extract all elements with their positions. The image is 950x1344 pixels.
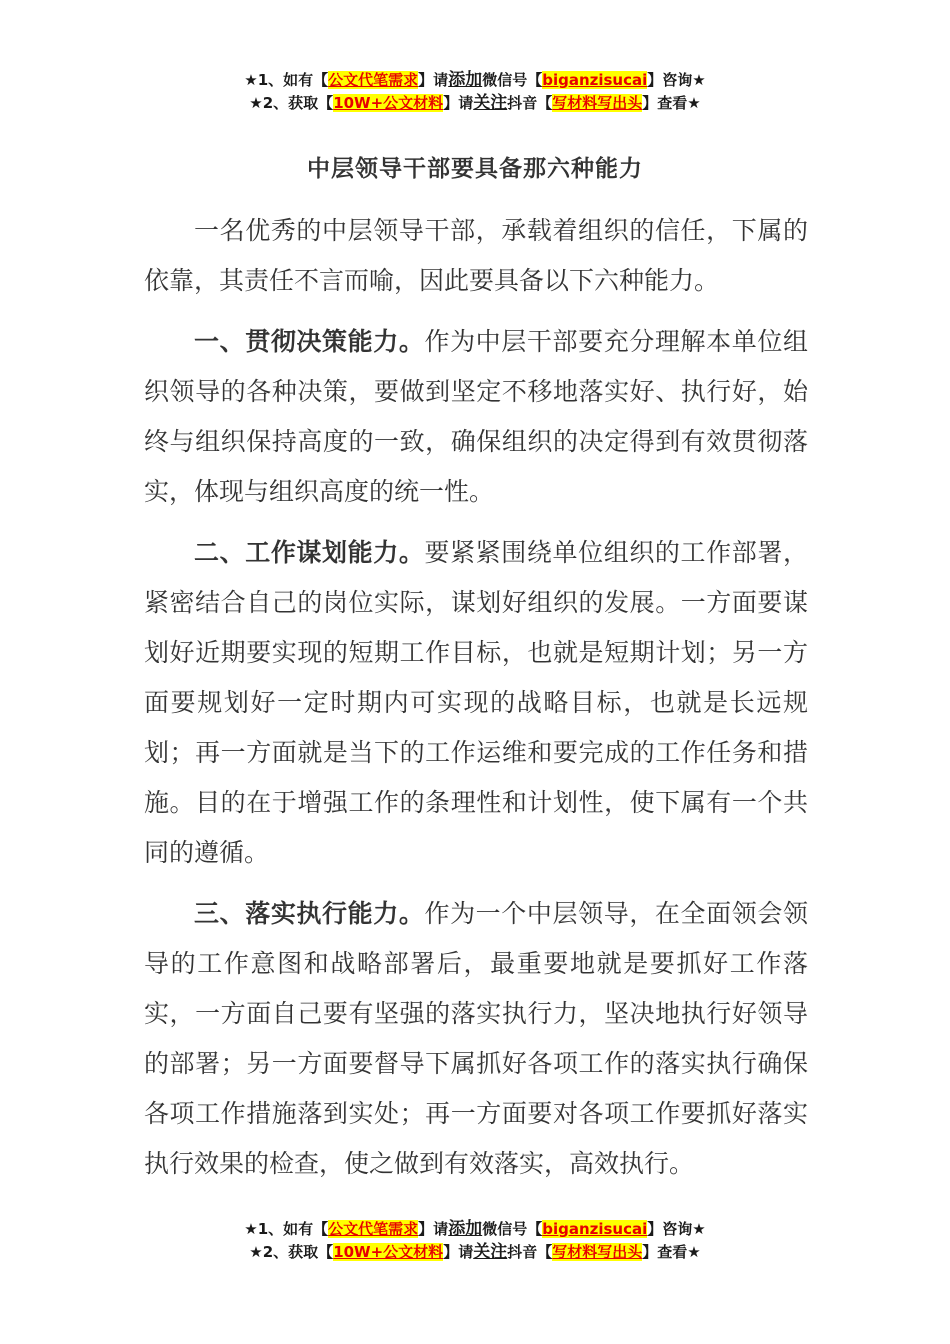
banner-emphasis: 添加 <box>448 1219 483 1239</box>
paragraph <box>144 206 808 306</box>
banner-text: 抖音【 <box>507 94 553 112</box>
banner-text: 】请 <box>443 94 474 112</box>
banner-text: 微信号【 <box>482 1220 543 1238</box>
banner-line-2 <box>0 1241 950 1264</box>
paragraph <box>144 317 808 517</box>
banner-text: ★1、如有【 <box>244 1220 329 1238</box>
banner-wechat-id: biganzisucai <box>542 71 648 89</box>
banner-emphasis: 添加 <box>448 70 483 90</box>
paragraph-text: 一名优秀的中层领导干部，承载着组织的信任，下属的依靠，其责任不言而喻，因此要具备以下六种能力。 <box>144 216 808 295</box>
banner-text: 抖音【 <box>507 1243 553 1261</box>
banner-text: ★2、获取【 <box>249 94 334 112</box>
section-heading: 三、落实执行能力。 <box>194 899 425 928</box>
banner-line-1 <box>0 1218 950 1241</box>
banner-text: 】查看★ <box>642 94 701 112</box>
paragraph <box>144 889 808 1189</box>
section-heading: 一、贯彻决策能力。 <box>194 327 425 356</box>
banner-text: 微信号【 <box>482 71 543 89</box>
paragraph-text: 作为中层干部要充分理解本单位组织领导的各种决策，要做到坚定不移地落实好、执行好，始终与组织保持高度的一致，确保组织的决定得到有效贯彻落实，体现与组织高度的统一性。 <box>144 327 808 506</box>
banner-douyin-id: 写材料写出头 <box>552 1243 643 1261</box>
banner-wechat-id: biganzisucai <box>542 1220 648 1238</box>
banner-emphasis: 关注 <box>473 93 508 113</box>
banner-highlight: 10W+公文材料 <box>333 94 444 112</box>
header-banner <box>0 69 950 115</box>
banner-text: 】请 <box>443 1243 474 1261</box>
section-heading: 二、工作谋划能力。 <box>194 538 425 567</box>
paragraph-text: 要紧紧围绕单位组织的工作部署，紧密结合自己的岗位实际，谋划好组织的发展。一方面要谋划好近期要实现的短期工作目标，也就是短期计划；另一方面要规划好一定时期内可实现的战略目标，也就是长远规划；再一方面就是当下的工作运维和要完成的工作任务和措施。目的在于增强工作的条理性和计划性，使下属有一个共同的遵循。 <box>144 538 808 867</box>
banner-line-1 <box>0 69 950 92</box>
banner-text: ★1、如有【 <box>244 71 329 89</box>
banner-text: 】请 <box>418 1220 449 1238</box>
paragraph <box>144 528 808 878</box>
banner-text: 】咨询★ <box>647 71 706 89</box>
footer-banner <box>0 1218 950 1264</box>
banner-text: 】咨询★ <box>647 1220 706 1238</box>
document-body <box>144 206 808 1200</box>
banner-highlight: 10W+公文材料 <box>333 1243 444 1261</box>
banner-highlight: 公文代笔需求 <box>328 71 419 89</box>
banner-text: 】查看★ <box>642 1243 701 1261</box>
banner-text: ★2、获取【 <box>249 1243 334 1261</box>
banner-emphasis: 关注 <box>473 1242 508 1262</box>
document-title: 中层领导干部要具备那六种能力 <box>307 156 643 182</box>
banner-highlight: 公文代笔需求 <box>328 1220 419 1238</box>
banner-douyin-id: 写材料写出头 <box>552 94 643 112</box>
banner-line-2 <box>0 92 950 115</box>
banner-text: 】请 <box>418 71 449 89</box>
paragraph-text: 作为一个中层领导，在全面领会领导的工作意图和战略部署后，最重要地就是要抓好工作落实，一方面自己要有坚强的落实执行力，坚决地执行好领导的部署；另一方面要督导下属抓好各项工作的落实执行确保各项工作措施落到实处；再一方面要对各项工作要抓好落实执行效果的检查，使之做到有效落实，高效执行。 <box>144 899 808 1178</box>
